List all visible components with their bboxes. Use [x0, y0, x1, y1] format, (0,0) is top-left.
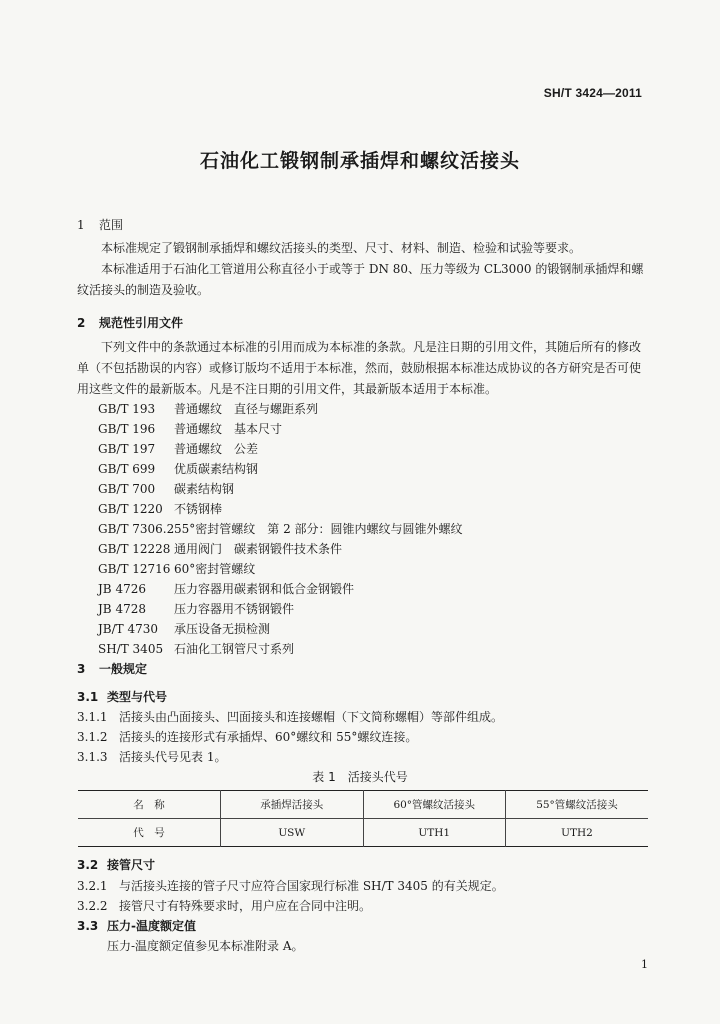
clause-3-1-2: 3.1.2 活接头的连接形式有承插焊、60°螺纹和 55°螺纹连接。 [77, 730, 418, 744]
reference-item: GB/T 699 优质碳素结构钢 [98, 462, 259, 476]
reference-item: GB/T 7306.255°密封管螺纹 第 2 部分：圆锥内螺纹与圆锥外螺纹 [98, 522, 463, 536]
reference-item: JB/T 4730 承压设备无损检测 [98, 622, 271, 636]
section-1-heading: 1 范围 [77, 218, 124, 232]
reference-item: SH/T 3405 石油化工钢管尺寸系列 [98, 642, 295, 656]
table-cell: UTH1 [363, 819, 506, 847]
section-3-3-text: 压力-温度额定值参见本标准附录 A。 [107, 939, 304, 953]
table-cell: 承插焊活接头 [221, 791, 364, 819]
clause-3-1-3: 3.1.3 活接头代号见表 1。 [77, 750, 227, 764]
table-cell: 55°管螺纹活接头 [506, 791, 649, 819]
table-cell: USW [221, 819, 364, 847]
section-3-1-heading: 3.1 类型与代号 [77, 690, 168, 704]
page-title: 石油化工锻钢制承插焊和螺纹活接头 [199, 150, 520, 172]
code-table [78, 790, 648, 847]
reference-item: GB/T 196 普通螺纹 基本尺寸 [98, 422, 283, 436]
standard-code: SH/T 3424—2011 [543, 86, 642, 100]
section-3-heading: 3 一般规定 [77, 662, 148, 676]
table-cell: 名 称 [133, 799, 165, 811]
reference-item: JB 4728 压力容器用不锈钢锻件 [98, 602, 295, 616]
reference-item: JB 4726 压力容器用碳素钢和低合金钢锻件 [98, 582, 355, 596]
table-header-row [78, 791, 648, 819]
reference-item: GB/T 193 普通螺纹 直径与螺距系列 [98, 402, 319, 416]
section-3-3-heading: 3.3 压力-温度额定值 [77, 919, 196, 933]
table-cell: 代 号 [78, 819, 221, 847]
reference-item: GB/T 700 碳素结构钢 [98, 482, 235, 496]
section-1-paragraph-2: 本标准适用于石油化工管道用公称直径小于或等于 DN 80、压力等级为 CL3000 的锻钢制承插焊和螺纹活接头的制造及验收。 [77, 262, 644, 297]
page-number: 1 [641, 958, 648, 971]
clause-3-2-1: 3.2.1 与活接头连接的管子尺寸应符合国家现行标准 SH/T 3405 的有关规定。 [77, 879, 504, 893]
section-3-2-heading: 3.2 接管尺寸 [77, 858, 156, 872]
reference-item: GB/T 197 普通螺纹 公差 [98, 442, 259, 456]
clause-3-1-1: 3.1.1 活接头由凸面接头、凹面接头和连接螺帽（下文简称螺帽）等部件组成。 [77, 710, 504, 724]
section-1-paragraph-1: 本标准规定了锻钢制承插焊和螺纹活接头的类型、尺寸、材料、制造、检验和试验等要求。 [101, 241, 582, 255]
reference-item: GB/T 1220 不锈钢棒 [98, 502, 223, 516]
table-cell: 60°管螺纹活接头 [363, 791, 506, 819]
table-caption: 表 1 活接头代号 [312, 770, 408, 784]
table-cell: UTH2 [506, 819, 649, 847]
section-2-heading: 2 规范性引用文件 [77, 316, 184, 330]
section-2-intro: 下列文件中的条款通过本标准的引用而成为本标准的条款。凡是注日期的引用文件，其随后所有的修改单（不包括勘误的内容）或修订版均不适用于本标准，然而，鼓励根据本标准达成协议的各方研究是否可使用这些文件的最新版本。凡是不注日期的引用文件，其最新版本适用于本标准。 [77, 340, 642, 396]
table-row [78, 819, 648, 847]
clause-3-2-2: 3.2.2 接管尺寸有特殊要求时，用户应在合同中注明。 [77, 899, 372, 913]
reference-item: GB/T 12716 60°密封管螺纹 [98, 562, 256, 576]
reference-item: GB/T 12228 通用阀门 碳素钢锻件技术条件 [98, 542, 343, 556]
